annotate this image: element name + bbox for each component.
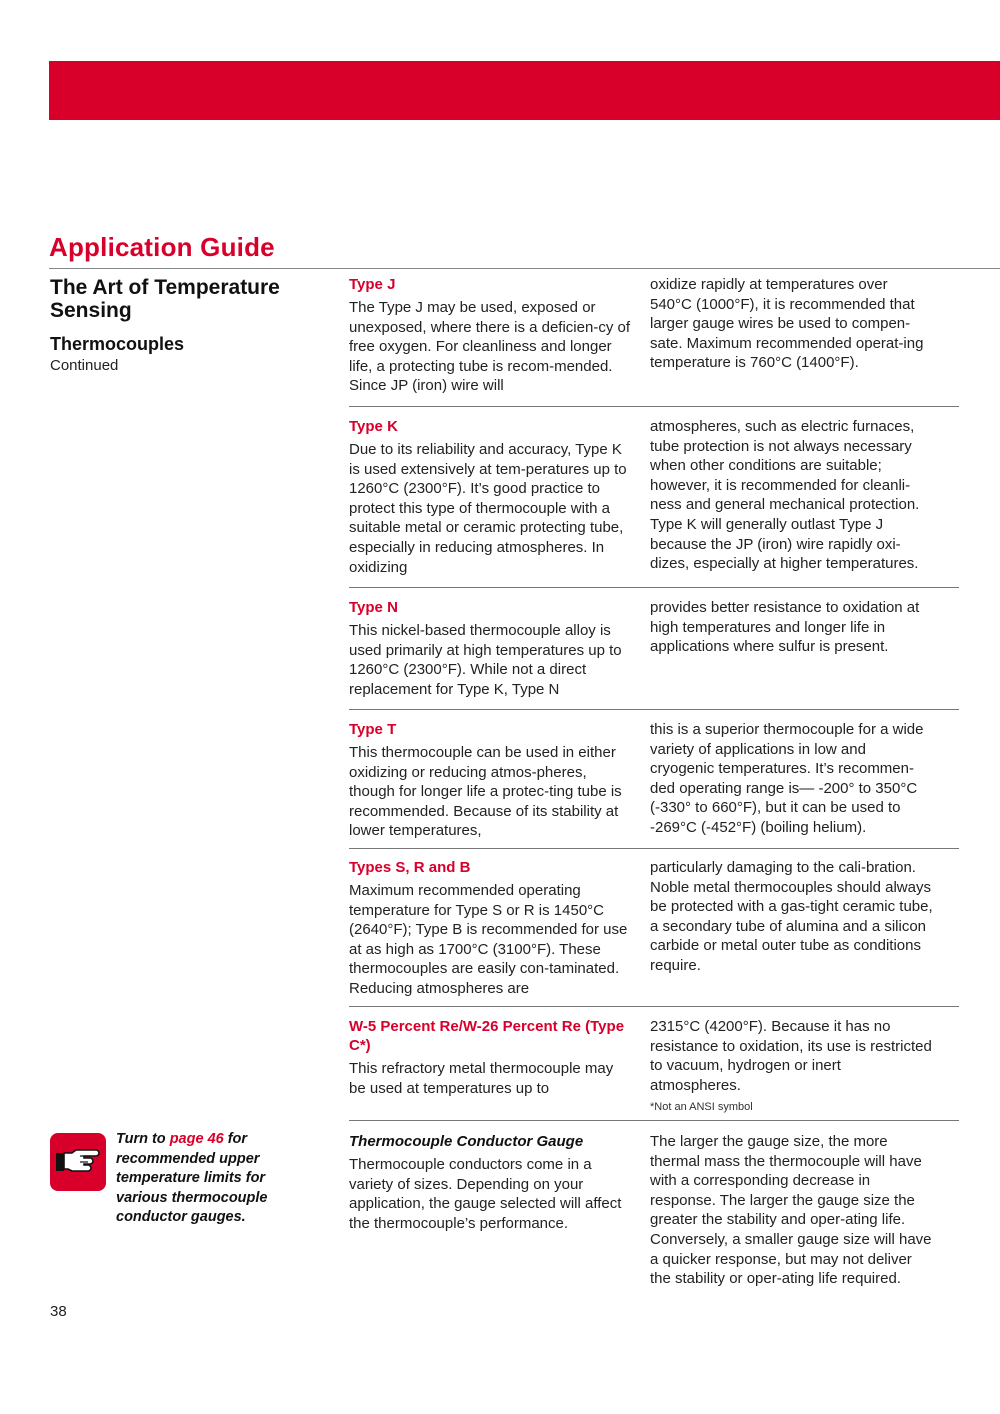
- entry-divider: [349, 848, 959, 849]
- pointing-hand-icon: [50, 1133, 106, 1191]
- entry-col-left: [349, 598, 631, 699]
- entry-col-right: [650, 275, 933, 373]
- header-banner: [49, 61, 1000, 120]
- entry-text-left: The Type J may be used, exposed or unexposed, where there is a deficien-cy of free oxygen. For cleanliness and longer life, a protecting tube is recom-mended. Since JP (iron) wire will: [349, 299, 630, 395]
- page-link[interactable]: page 46: [169, 1131, 224, 1147]
- entry-text-right: atmospheres, such as electric furnaces, tube protection is not always necessary when other conditions are suitable; however, it is recommended for cleanli-ness and general mechanical protection. Type K will generally outlast Type J because the JP (iron) wire rapidly oxi-dizes, especially at higher temperatures.: [650, 418, 920, 573]
- entry-heading: Type J: [349, 276, 396, 293]
- entry-text-right: The larger the gauge size, the more thermal mass the thermocouple will have with a corresponding decrease in response. The larger the gauge size the greater the stability and oper-ating life. Conversely, a smaller gauge size will have a quicker response, but may not deliver the stability or oper-ating life required.: [650, 1133, 932, 1288]
- entry-col-left: [349, 417, 631, 577]
- tip-note: [116, 1130, 316, 1228]
- footnote: *Not an ANSI symbol: [650, 1101, 753, 1114]
- entry-heading: W-5 Percent Re/W-26 Percent Re (Type C*): [349, 1018, 625, 1054]
- entry-text-right: this is a superior thermocouple for a wide variety of applications in low and cryogenic temperatures. It’s recommen-ded operating range is— -200° to 350°C (-330° to 660°F), but it can be used to -269°C (-452°F) (boiling helium).: [650, 721, 924, 836]
- sidebar-heading: [50, 276, 340, 374]
- guide-subtitle: The Art of Temperature Sensing: [50, 276, 280, 322]
- tip-text-before: Turn to: [116, 1131, 170, 1147]
- entry-col-right: [650, 858, 933, 976]
- entry-text-left: This nickel-based thermocouple alloy is used primarily at high temperatures up to 1260°C (2300°F). While not a direct replacement for Type K, Type N: [349, 622, 622, 698]
- entry-divider: [349, 587, 959, 588]
- entry-text-left: This refractory metal thermocouple may be used at temperatures up to: [349, 1060, 614, 1097]
- entry-col-left: [349, 720, 631, 841]
- page-number: 38: [50, 1303, 67, 1320]
- entry-col-right: [650, 720, 933, 838]
- page-title: Application Guide: [49, 232, 275, 262]
- tip-text-after: for recommended upper temperature limits for various thermocouple conductor gauges.: [116, 1131, 268, 1225]
- continued-label: Continued: [50, 357, 119, 374]
- entry-text-right: oxidize rapidly at temperatures over 540°C (1000°F), it is recommended that larger gauge wires be used to compen-sate. Maximum recommended operat-ing temperature is 760°C (1400°F).: [650, 276, 924, 372]
- entry-text-right: particularly damaging to the cali-bration. Noble metal thermocouples should always be protected with a gas-tight ceramic tube, a secondary tube of alumina and a silicon carbide or metal outer tube as conditions require.: [650, 859, 933, 974]
- entry-col-right: [650, 598, 933, 657]
- entry-heading: Type K: [349, 418, 398, 435]
- title-divider: [49, 268, 1000, 269]
- entry-heading: Thermocouple Conductor Gauge: [349, 1133, 584, 1150]
- entry-col-left: [349, 1017, 631, 1098]
- entry-divider: [349, 1006, 959, 1007]
- entry-col-left: [349, 858, 631, 999]
- entry-divider: [349, 1120, 959, 1121]
- entry-col-left: [349, 1132, 631, 1233]
- entry-col-right: [650, 1017, 933, 1113]
- entry-col-right: [650, 1132, 933, 1289]
- entry-text-left: Maximum recommended operating temperature for Type S or R is 1450°C (2640°F); Type B is recommended for use at as high as 1700°C (3100°F). These thermocouples are easily con-taminated. Reducing atmospheres are: [349, 882, 628, 997]
- entry-text-left: Thermocouple conductors come in a variety of sizes. Depending on your application, the gauge selected will affect the thermocouple’s performance.: [349, 1156, 622, 1232]
- entry-divider: [349, 709, 959, 710]
- section-title: Thermocouples: [50, 334, 185, 354]
- entry-text-left: Due to its reliability and accuracy, Type K is used extensively at tem-peratures up to 1260°C (2300°F). It’s good practice to protect this type of thermocouple with a suitable metal or ceramic protecting tube, especially in reducing atmospheres. In oxidizing: [349, 441, 627, 576]
- entry-divider: [349, 406, 959, 407]
- entry-text-right: 2315°C (4200°F). Because it has no resistance to oxidation, its use is restricted to vacuum, hydrogen or inert atmospheres.: [650, 1018, 932, 1094]
- pointing-hand-icon: [50, 1133, 106, 1191]
- entry-text-left: This thermocouple can be used in either oxidizing or reducing atmos-pheres, though for longer life a protec-ting tube is recommended. Because of its stability at lower temperatures,: [349, 744, 622, 840]
- entry-text-right: provides better resistance to oxidation at high temperatures and longer life in applications where sulfur is present.: [650, 599, 920, 656]
- entry-heading: Type N: [349, 599, 398, 616]
- entry-heading: Type T: [349, 721, 397, 738]
- entry-col-right: [650, 417, 933, 574]
- entry-heading: Types S, R and B: [349, 859, 471, 876]
- entry-col-left: [349, 275, 631, 396]
